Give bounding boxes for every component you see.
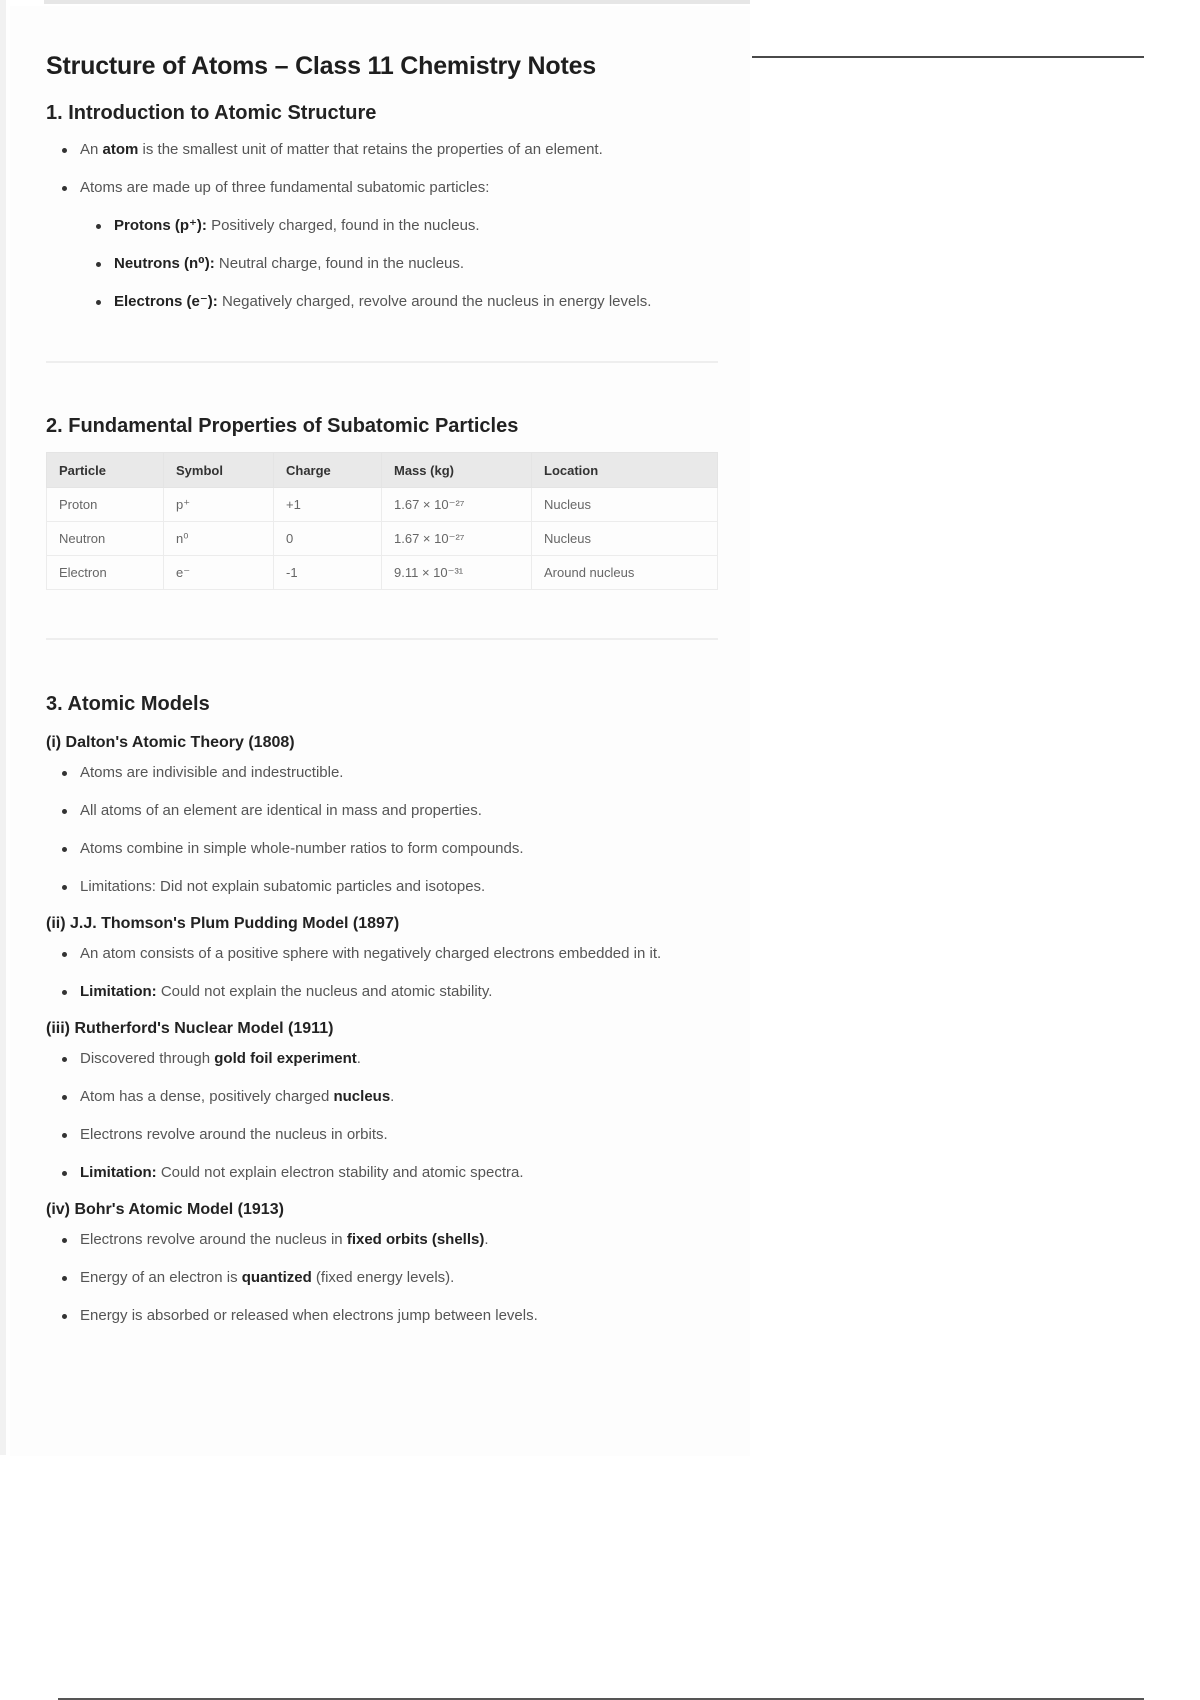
table-cell: Neutron xyxy=(47,522,164,556)
list-item: Atoms are indivisible and indestructible. xyxy=(46,758,718,787)
list-item: Atom has a dense, positively charged nucleus. xyxy=(46,1082,718,1111)
table-cell: Nucleus xyxy=(532,522,718,556)
top-divider xyxy=(44,0,750,4)
bohr-list xyxy=(46,1225,718,1330)
page-left-edge xyxy=(0,0,6,1455)
rutherford-list xyxy=(46,1044,718,1187)
table-cell: -1 xyxy=(274,556,382,590)
list-item: Energy of an electron is quantized (fixed energy levels). xyxy=(46,1263,718,1292)
list-item: Limitation: Could not explain electron stability and atomic spectra. xyxy=(46,1158,718,1187)
table-cell: 0 xyxy=(274,522,382,556)
table-cell: 1.67 × 10⁻²⁷ xyxy=(382,522,532,556)
dalton-heading: (i) Dalton's Atomic Theory (1808) xyxy=(46,734,295,751)
page-title: Structure of Atoms – Class 11 Chemistry Notes xyxy=(46,52,596,80)
table-cell: e⁻ xyxy=(164,556,274,590)
bohr-heading: (iv) Bohr's Atomic Model (1913) xyxy=(46,1201,284,1218)
table-cell: Electron xyxy=(47,556,164,590)
particles-table xyxy=(46,452,718,590)
table-cell: p⁺ xyxy=(164,488,274,522)
list-item: Atoms combine in simple whole-number ratios to form compounds. xyxy=(46,834,718,863)
section-1-heading: 1. Introduction to Atomic Structure xyxy=(46,102,377,124)
list-item: An atom consists of a positive sphere with negatively charged electrons embedded in it. xyxy=(46,939,718,968)
column-header: Particle xyxy=(47,453,164,488)
list-item: Limitations: Did not explain subatomic particles and isotopes. xyxy=(46,872,718,901)
table-cell: Proton xyxy=(47,488,164,522)
column-header: Mass (kg) xyxy=(382,453,532,488)
list-item: All atoms of an element are identical in mass and properties. xyxy=(46,796,718,825)
table-cell: 9.11 × 10⁻³¹ xyxy=(382,556,532,590)
sub-list-item-electrons: Electrons (e⁻): Negatively charged, revolve around the nucleus in energy levels. xyxy=(46,287,718,316)
sub-list-item-neutrons: Neutrons (n⁰): Neutral charge, found in the nucleus. xyxy=(46,249,718,278)
column-header: Symbol xyxy=(164,453,274,488)
column-header: Location xyxy=(532,453,718,488)
section-divider xyxy=(46,638,718,640)
table-cell: +1 xyxy=(274,488,382,522)
section-divider xyxy=(46,361,718,363)
table-header-row xyxy=(47,453,718,488)
sub-list-item-protons: Protons (p⁺): Positively charged, found in the nucleus. xyxy=(46,211,718,240)
list-item: Atoms are made up of three fundamental subatomic particles: xyxy=(46,173,718,202)
list-item: Electrons revolve around the nucleus in orbits. xyxy=(46,1120,718,1149)
column-header: Charge xyxy=(274,453,382,488)
table-row xyxy=(47,488,718,522)
thomson-heading: (ii) J.J. Thomson's Plum Pudding Model (1897) xyxy=(46,915,400,932)
list-item: An atom is the smallest unit of matter that retains the properties of an element. xyxy=(46,135,718,164)
list-item: Energy is absorbed or released when electrons jump between levels. xyxy=(46,1301,718,1330)
table-cell: n⁰ xyxy=(164,522,274,556)
notes-document xyxy=(10,6,750,1456)
thomson-list xyxy=(46,939,718,1006)
section-1-list xyxy=(46,135,718,316)
table-row xyxy=(47,522,718,556)
table-cell: Nucleus xyxy=(532,488,718,522)
right-divider xyxy=(752,56,1144,58)
rutherford-heading: (iii) Rutherford's Nuclear Model (1911) xyxy=(46,1020,334,1037)
list-item: Discovered through gold foil experiment. xyxy=(46,1044,718,1073)
table-cell: Around nucleus xyxy=(532,556,718,590)
dalton-list xyxy=(46,758,718,901)
section-3-heading: 3. Atomic Models xyxy=(46,693,210,715)
section-2-heading: 2. Fundamental Properties of Subatomic Particles xyxy=(46,415,519,437)
list-item: Limitation: Could not explain the nucleus and atomic stability. xyxy=(46,977,718,1006)
list-item: Electrons revolve around the nucleus in fixed orbits (shells). xyxy=(46,1225,718,1254)
table-row xyxy=(47,556,718,590)
table-cell: 1.67 × 10⁻²⁷ xyxy=(382,488,532,522)
